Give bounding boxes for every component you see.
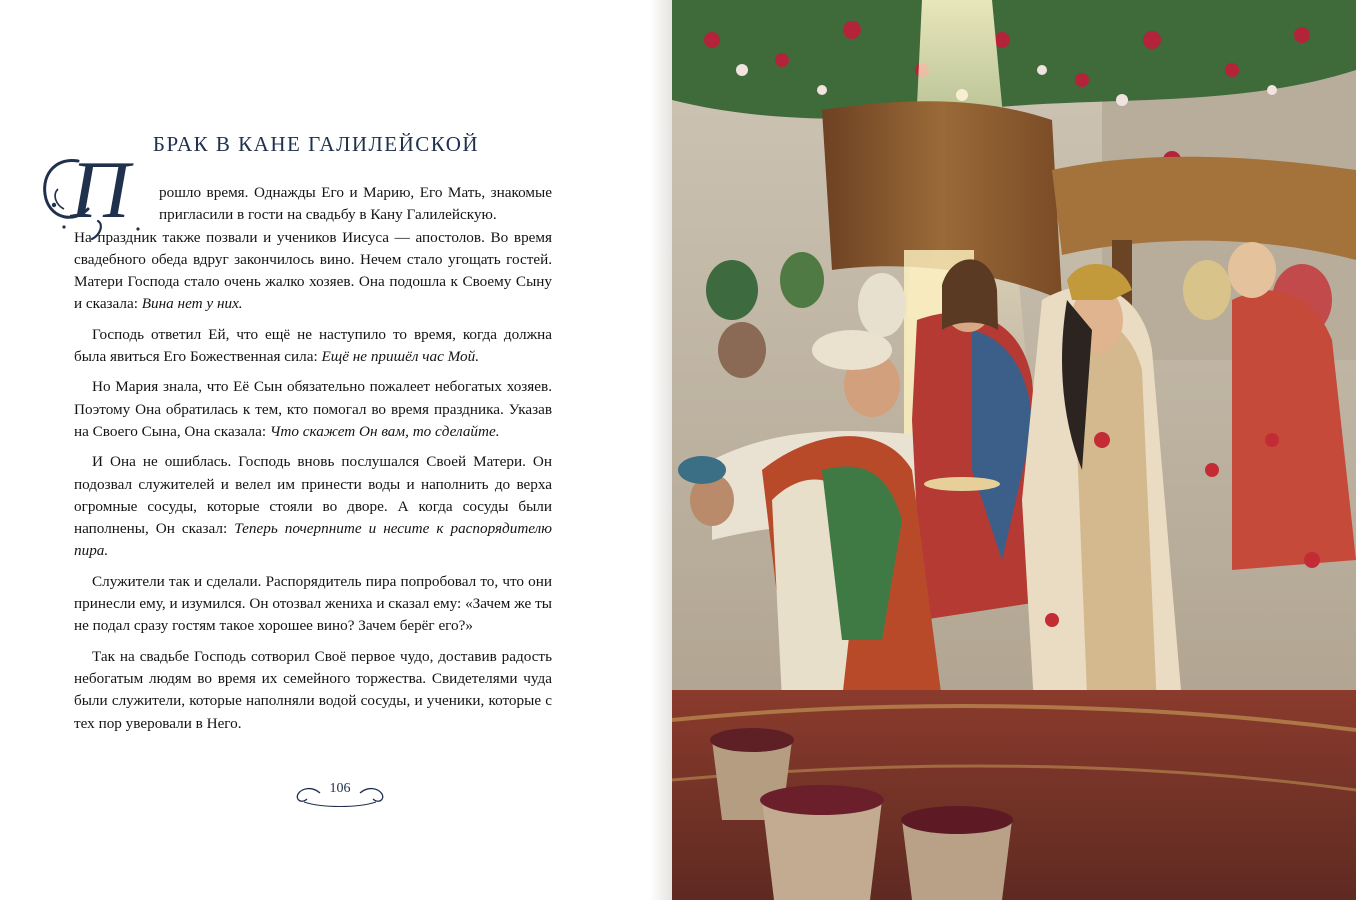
paragraph-6 [74,646,552,735]
paragraph-3 [74,376,552,443]
paragraph-2-quote: Ещё не пришёл час Мой. [321,348,480,366]
paragraph-5-text: Служители так и сделали. Распорядитель пира попробовал то, что они принесли ему, и изумился. Он отозвал жениха и сказал ему: «Зачем же ты не подал сразу гостям такое хорошее вино? Зачем берёг его?» [74,572,552,635]
page-number: 106 [329,781,351,796]
paragraph-3-quote: Что скажет Он вам, то сделайте. [269,422,500,440]
paragraph-4-text: И Она не ошиблась. Господь вновь послушался Своей Матери. Он подозвал служителей и велел им принести воды и наполнить до верха огромные сосуды, которые стояли во дворе. А когда сосуды были наполнены, Он сказал: [74,453,552,538]
paragraph-5 [74,571,552,638]
paragraph-4 [74,451,552,562]
paragraph-1-quote: Вина нет у них. [141,295,243,313]
right-page-illustration [672,0,1356,900]
left-page [0,0,660,900]
page-number-ornament [292,776,388,808]
paragraph-1-rest: На праздник также позвали и учеников Иисуса — апостолов. Во время свадебного обеда вдруг закончилось вино. Нечем стало угощать гостей. Матери Господа стало очень жалко хозяев. Она подошла к Своему Сыну и сказала: [74,228,552,313]
paragraph-6-text: Так на свадьбе Господь сотворил Своё первое чудо, доставив радость небогатым людям во время их семейного торжества. Свидетелями чуда были служители, которые наполняли водой сосуды, и ученики, которые с тех пор уверовали в Него. [74,647,552,732]
paragraph-3-text: Но Мария знала, что Её Сын обязательно пожалеет небогатых хозяев. Поэтому Она обратилась к тем, кто помогал во время праздника. Указав на Своего Сына, Она сказала: [74,378,552,440]
paragraph-2-text: Господь ответил Ей, что ещё не наступило то время, когда должна была явиться Его Божественная сила: [74,325,552,366]
page-title: БРАК В КАНЕ ГАЛИЛЕЙСКОЙ [152,132,480,156]
paragraph-1-lead: рошло время. Однажды Его и Марию, Его Мать, знакомые пригласили в гости на свадьбу в Кану Галилейскую. [159,184,552,224]
paragraph-2 [74,324,552,369]
wedding-feast-painting [672,0,1356,900]
story-text [74,182,552,743]
paragraph-1 [74,182,552,316]
drop-cap-letter: П [70,144,130,235]
paragraph-4-quote: Теперь почерпните и несите к распорядителю пира. [74,520,552,560]
